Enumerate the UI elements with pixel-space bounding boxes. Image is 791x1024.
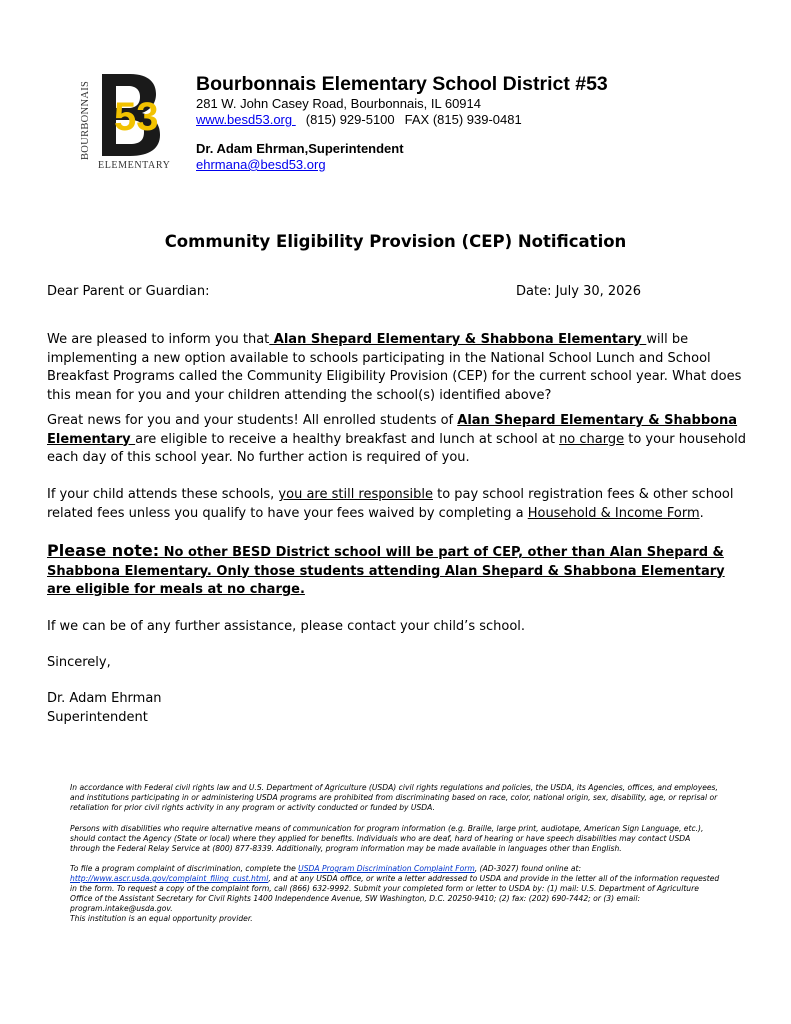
complaint-url-link[interactable]: http://www.ascr.usda.gov/complaint_filing_cust.html bbox=[70, 874, 269, 883]
household-form-text: Household & Income Form bbox=[527, 505, 700, 521]
district-address: 281 W. John Casey Road, Bourbonnais, IL 60914 bbox=[196, 96, 481, 111]
logo-b53-graphic bbox=[100, 72, 162, 158]
district-name: Bourbonnais Elementary School District #53 bbox=[196, 73, 608, 95]
paragraph-fees: If your child attends these schools, you are still responsible to pay school registration fees & other school related fees unless you qualify to have your fees waived by completing a Household & Income Form. bbox=[47, 487, 734, 521]
superintendent-line: Dr. Adam Ehrman,Superintendent bbox=[196, 141, 404, 156]
letterhead bbox=[196, 72, 608, 173]
school-names: Alan Shepard Elementary & Shabbona Elementary bbox=[269, 332, 647, 347]
no-charge-text: no charge bbox=[559, 431, 625, 447]
please-note-text: No other BESD District school will be part of CEP, other than Alan Shepard & Shabbona Elementary. Only those students attending Alan Shepard & Shabbona Elementary are eligible for meals at no charge. bbox=[47, 545, 725, 597]
please-note bbox=[47, 542, 749, 600]
assistance-line: If we can be of any further assistance, please contact your child’s school. bbox=[47, 619, 526, 634]
website-link[interactable]: www.besd53.org bbox=[196, 112, 296, 127]
school-names-2: Alan Shepard Elementary & Shabbona Elementary bbox=[47, 413, 738, 447]
email-link[interactable]: ehrmana@besd53.org bbox=[196, 157, 326, 172]
complaint-statement: To file a program complaint of discrimination, complete the USDA Program Discrimination Complaint Form, (AD-3027) found online at: http://www.ascr.usda.gov/complaint_filing_cust.html, and at any USDA office, or write a letter addressed to USDA and provide in the letter all of the information requested in the form. To request a copy of the complaint form, call (866) 632-9992. Submit your completed form or letter to USDA by: (1) mail: U.S. Department of Agriculture Office of the Assistant Secretary for Civil Rights 1400 Independence Avenue, SW Washington, D.C. 20250-9410; (2) fax: (202) 690-7442; or (3) email: program.intake@usda.gov. bbox=[70, 864, 720, 913]
responsible-text: you are still responsible bbox=[278, 487, 433, 502]
disability-statement: Persons with disabilities who require alternative means of communication for program information (e.g. Braille, large print, audiotape, American Sign Language, etc.), should contact the Agency (State or local) where they applied for benefits. Individuals who are deaf, hard of hearing or have speech disabilities may contact USDA through the Federal Relay Service at (800) 877-8339. Additionally, program information may be made available in languages other than English. bbox=[70, 824, 704, 853]
salutation: Dear Parent or Guardian: bbox=[47, 284, 210, 299]
fax-number: FAX (815) 939-0481 bbox=[404, 112, 522, 127]
paragraph-intro: We are pleased to inform you that Alan Shepard Elementary & Shabbona Elementary will be implementing a new option available to schools participating in the National School Lunch and School Breakfast Programs called the Community Eligibility Provision (CEP) for the current school year. What does this mean for you and your children attending the school(s) identified above? bbox=[47, 332, 742, 403]
closing: Sincerely, bbox=[47, 655, 111, 670]
letter-date: Date: July 30, 2026 bbox=[516, 284, 641, 299]
page-title: Community Eligibility Provision (CEP) Notification bbox=[164, 232, 627, 251]
signer-title: Superintendent bbox=[47, 710, 148, 725]
logo-number: 53 bbox=[114, 95, 159, 139]
equal-opportunity-statement: This institution is an equal opportunity provider. bbox=[70, 914, 253, 923]
signer-name: Dr. Adam Ehrman bbox=[47, 691, 162, 706]
logo-bottom-text: ELEMENTARY bbox=[98, 160, 171, 171]
nondiscrimination-statement: In accordance with Federal civil rights law and U.S. Department of Agriculture (USDA) civil rights regulations and policies, the USDA, its Agencies, offices, and employees, and institutions participating in or administering USDA programs are prohibited from discriminating based on race, color, national origin, sex, disability, age, or reprisal or retaliation for prior civil rights activity in any program or activity conducted or funded by USDA. bbox=[70, 783, 718, 812]
district-logo bbox=[78, 70, 174, 182]
logo-side-text: BOURBONNAIS bbox=[80, 80, 91, 160]
contact-line bbox=[196, 112, 608, 128]
phone-number: (815) 929-5100 bbox=[305, 112, 395, 127]
complaint-form-link[interactable]: USDA Program Discrimination Complaint Form bbox=[298, 864, 475, 873]
paragraph-eligibility: Great news for you and your students! All enrolled students of Alan Shepard Elementary & Shabbona Elementary are eligible to receive a healthy breakfast and lunch at school at no charge to your household each day of this school year. No further action is required of you. bbox=[47, 413, 747, 465]
please-note-label: Please note: bbox=[47, 541, 160, 560]
